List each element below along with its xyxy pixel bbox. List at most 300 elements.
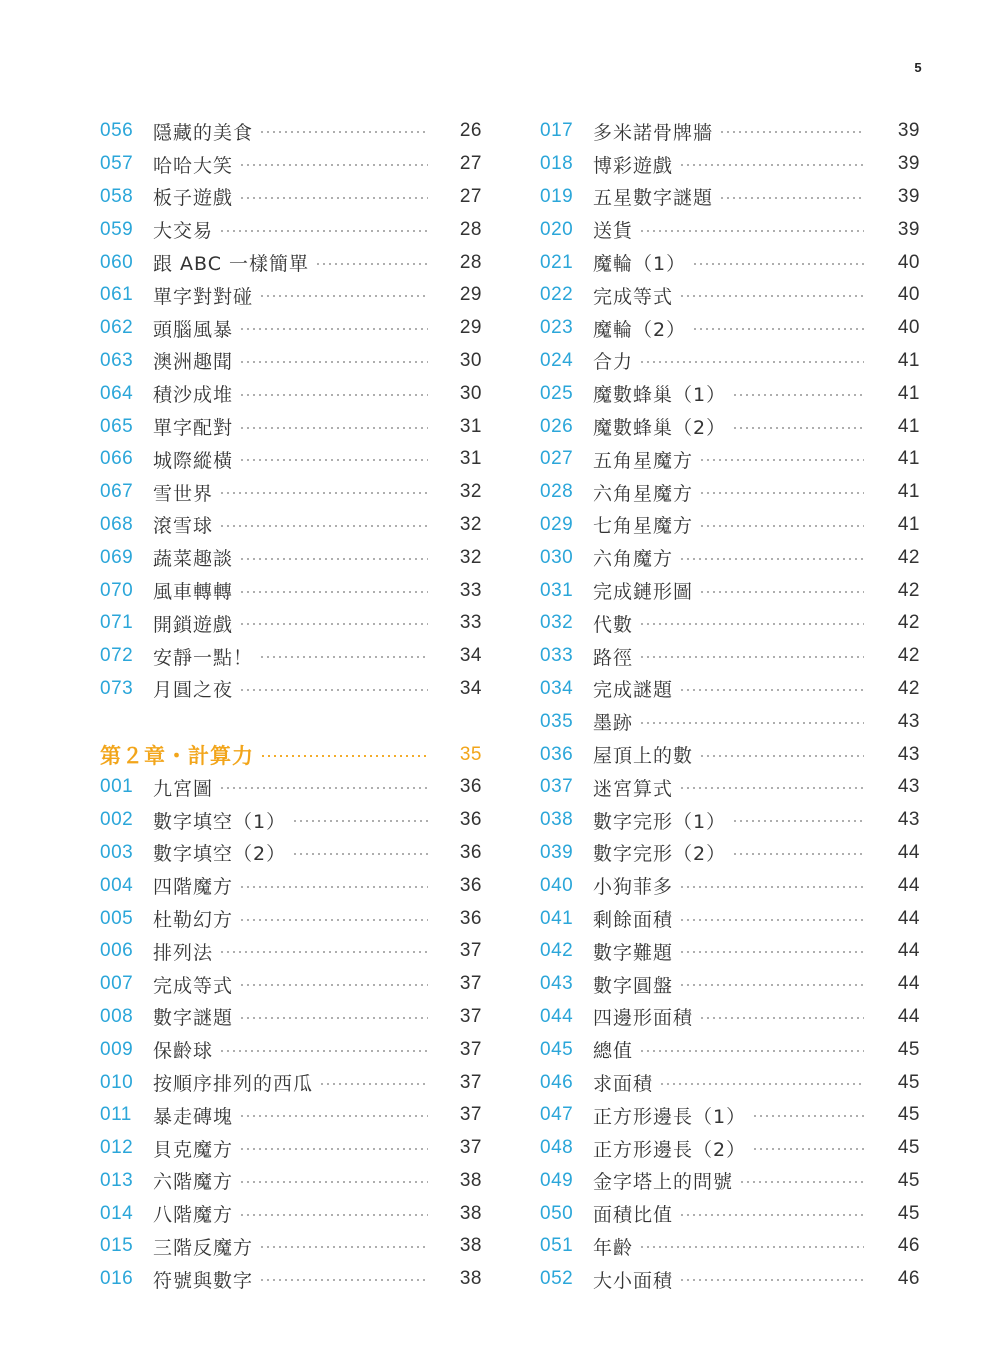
entry-title: 魔數蜂巢（2） [593,417,727,440]
leader-dots [239,1181,428,1183]
toc-left-column [100,115,482,1296]
leader-dots [259,131,428,133]
entry-title: 迷宮算式 [593,777,674,800]
toc-entry[interactable] [540,213,920,246]
entry-page-number: 42 [897,645,920,667]
entry-title: 大交易 [153,220,214,243]
entry-title: 四階魔方 [153,876,234,899]
entry-number: 016 [100,1268,134,1290]
entry-page-number: 45 [897,1169,920,1191]
toc-right-column [540,115,920,1296]
entry-number: 014 [100,1202,134,1224]
entry-title: 滾雪球 [153,515,214,538]
toc-entry[interactable] [100,1033,482,1066]
leader-dots [679,1279,864,1281]
entry-number: 064 [100,382,134,404]
entry-title: 完成謎題 [593,679,674,702]
entry-number: 035 [540,710,574,732]
leader-dots [679,984,864,986]
leader-dots [639,656,864,658]
leader-dots [752,1148,864,1150]
entry-title: 四邊形面積 [593,1007,694,1030]
entry-number: 004 [100,874,134,896]
toc-entry[interactable] [100,509,482,542]
toc-entry[interactable] [540,1001,920,1034]
entry-number: 027 [540,448,574,470]
entry-number: 002 [100,809,134,831]
leader-dots [315,263,428,265]
entry-title: 合力 [593,351,634,374]
entry-page-number: 38 [459,1169,482,1191]
entry-number: 067 [100,481,134,503]
chapter-heading[interactable] [100,738,482,771]
toc-entry[interactable] [540,968,920,1001]
entry-title: 五角星魔方 [593,449,694,472]
toc-entry[interactable] [540,771,920,804]
entry-page-number: 37 [459,1005,482,1027]
entry-title: 積沙成堆 [153,384,234,407]
entry-page-number: 41 [897,481,920,503]
chapter-page-number: 35 [459,743,482,765]
leader-dots [319,1083,428,1085]
toc-entry[interactable] [100,574,482,607]
entry-page-number: 39 [897,218,920,240]
entry-page-number: 37 [459,1104,482,1126]
leader-dots [239,1148,428,1150]
leader-dots [699,591,864,593]
entry-number: 011 [100,1104,132,1126]
entry-number: 038 [540,809,574,831]
leader-dots [639,230,864,232]
entry-page-number: 43 [897,710,920,732]
entry-page-number: 44 [897,1005,920,1027]
toc-entry[interactable] [100,148,482,181]
leader-dots [732,853,864,855]
leader-dots [739,1181,864,1183]
leader-dots [239,558,428,560]
toc-entry[interactable] [540,377,920,410]
entry-title: 排列法 [153,941,214,964]
toc-entry[interactable] [540,476,920,509]
toc-entry[interactable] [540,1197,920,1230]
entry-page-number: 33 [459,612,482,634]
entry-page-number: 38 [459,1268,482,1290]
toc-entry[interactable] [100,541,482,574]
entry-page-number: 36 [459,776,482,798]
toc-entry[interactable] [100,673,482,706]
leader-dots [239,623,428,625]
leader-dots [260,755,428,757]
toc-entry[interactable] [540,673,920,706]
toc-entry[interactable] [100,377,482,410]
entry-title: 板子遊戲 [153,187,234,210]
toc-entry[interactable] [100,1001,482,1034]
leader-dots [659,1083,864,1085]
entry-title: 金字塔上的問號 [593,1171,734,1194]
entry-title: 數字圓盤 [593,974,674,997]
entry-page-number: 29 [459,284,482,306]
toc-entry[interactable] [540,443,920,476]
entry-page-number: 41 [897,415,920,437]
leader-dots [732,427,864,429]
toc-entry[interactable] [540,869,920,902]
toc-entry[interactable] [100,115,482,148]
leader-dots [719,131,864,133]
leader-dots [239,591,428,593]
entry-number: 003 [100,841,134,863]
entry-page-number: 41 [897,448,920,470]
entry-title: 完成鏈形圖 [593,581,694,604]
entry-page-number: 28 [459,218,482,240]
toc-entry[interactable] [100,312,482,345]
entry-title: 澳洲趣聞 [153,351,234,374]
leader-dots [732,820,864,822]
leader-dots [639,722,864,724]
entry-number: 040 [540,874,574,896]
leader-dots [239,394,428,396]
entry-title: 五星數字謎題 [593,187,714,210]
toc-entry[interactable] [540,1033,920,1066]
entry-page-number: 45 [897,1137,920,1159]
entry-title: 哈哈大笑 [153,154,234,177]
entry-title: 墨跡 [593,712,634,735]
entry-page-number: 43 [897,809,920,831]
toc-entry[interactable] [540,312,920,345]
toc-entry[interactable] [100,902,482,935]
entry-page-number: 36 [459,809,482,831]
entry-title: 保齡球 [153,1040,214,1063]
entry-page-number: 40 [897,317,920,339]
entry-title: 杜勒幻方 [153,909,234,932]
toc-entry[interactable] [540,804,920,837]
entry-number: 056 [100,120,134,142]
entry-page-number: 42 [897,579,920,601]
toc-entry[interactable] [540,345,920,378]
entry-title: 城際縱橫 [153,449,234,472]
entry-page-number: 36 [459,907,482,929]
entry-number: 042 [540,940,574,962]
leader-dots [639,361,864,363]
entry-number: 065 [100,415,134,437]
entry-title: 正方形邊長（2） [593,1138,747,1161]
entry-title: 完成等式 [153,974,234,997]
entry-number: 007 [100,973,134,995]
entry-title: 數字填空（1） [153,810,287,833]
leader-dots [692,328,864,330]
entry-title: 數字難題 [593,941,674,964]
entry-number: 018 [540,153,574,175]
entry-number: 051 [540,1235,574,1257]
entry-page-number: 44 [897,973,920,995]
entry-title: 魔輪（2） [593,318,687,341]
toc-entry[interactable] [100,1099,482,1132]
entry-title: 風車轉轉 [153,581,234,604]
toc-entry[interactable] [540,509,920,542]
entry-title: 月圓之夜 [153,679,234,702]
entry-page-number: 27 [459,153,482,175]
toc-entry[interactable] [100,476,482,509]
leader-dots [292,820,428,822]
entry-title: 三階反魔方 [153,1236,254,1259]
entry-number: 036 [540,743,574,765]
entry-number: 034 [540,677,574,699]
toc-entry[interactable] [100,1263,482,1296]
entry-number: 062 [100,317,134,339]
entry-number: 048 [540,1137,574,1159]
entry-page-number: 37 [459,1071,482,1093]
entry-number: 057 [100,153,134,175]
leader-dots [699,492,864,494]
entry-number: 031 [540,579,574,601]
toc-entry[interactable] [540,115,920,148]
entry-title: 單字配對 [153,417,234,440]
entry-page-number: 30 [459,349,482,371]
toc-entry[interactable] [100,1132,482,1165]
leader-dots [679,951,864,953]
entry-number: 041 [540,907,574,929]
entry-number: 029 [540,513,574,535]
toc-entry[interactable] [100,1230,482,1263]
toc-entry[interactable] [100,869,482,902]
leader-dots [639,1246,864,1248]
entry-title: 面積比值 [593,1204,674,1227]
entry-page-number: 45 [897,1202,920,1224]
toc-entry[interactable] [540,705,920,738]
toc-entry[interactable] [540,410,920,443]
entry-title: 多米諾骨牌牆 [593,121,714,144]
entry-title: 蔬菜趣談 [153,548,234,571]
leader-dots [679,689,864,691]
toc-entry[interactable] [100,1197,482,1230]
entry-title: 送貨 [593,220,634,243]
entry-title: 求面積 [593,1073,654,1095]
toc-entry[interactable] [540,574,920,607]
entry-number: 045 [540,1038,574,1060]
entry-page-number: 32 [459,513,482,535]
toc-entry[interactable] [100,607,482,640]
toc-entry[interactable] [100,771,482,804]
entry-page-number: 39 [897,120,920,142]
entry-title: 剩餘面積 [593,909,674,932]
toc-entry[interactable] [540,1132,920,1165]
entry-title: 安靜一點！ [153,646,254,669]
leader-dots [259,1279,428,1281]
entry-number: 030 [540,546,574,568]
entry-page-number: 32 [459,481,482,503]
entry-number: 071 [100,612,134,634]
entry-number: 025 [540,382,574,404]
toc-entry[interactable] [540,279,920,312]
entry-page-number: 34 [459,645,482,667]
entry-number: 070 [100,579,134,601]
entry-page-number: 42 [897,546,920,568]
toc-entry[interactable] [100,968,482,1001]
entry-number: 072 [100,645,134,667]
entry-number: 033 [540,645,574,667]
entry-number: 026 [540,415,574,437]
entry-title: 隱藏的美食 [153,121,254,144]
toc-entry[interactable] [100,246,482,279]
entry-page-number: 30 [459,382,482,404]
toc-entry[interactable] [100,181,482,214]
entry-page-number: 28 [459,251,482,273]
entry-title: 六角魔方 [593,548,674,571]
leader-dots [219,951,428,953]
leader-dots [239,1017,428,1019]
entry-number: 046 [540,1071,574,1093]
entry-page-number: 44 [897,841,920,863]
toc-entry[interactable] [540,1230,920,1263]
entry-title: 數字填空（2） [153,843,287,866]
toc-entry[interactable] [100,804,482,837]
toc-entry[interactable] [540,1263,920,1296]
leader-dots [639,623,864,625]
leader-dots [259,1246,428,1248]
leader-dots [699,525,864,527]
entry-page-number: 42 [897,612,920,634]
toc-entry[interactable] [540,1099,920,1132]
leader-dots [699,755,864,757]
entry-number: 066 [100,448,134,470]
entry-page-number: 44 [897,874,920,896]
toc-entry[interactable] [100,640,482,673]
entry-title: 數字謎題 [153,1007,234,1030]
toc-entry[interactable] [540,640,920,673]
entry-number: 060 [100,251,134,273]
leader-dots [219,525,428,527]
toc-entry[interactable] [540,837,920,870]
entry-page-number: 41 [897,513,920,535]
toc-entry[interactable] [100,837,482,870]
entry-page-number: 37 [459,1137,482,1159]
toc-entry[interactable] [540,1066,920,1099]
toc-entry[interactable] [540,246,920,279]
entry-title: 數字完形（1） [593,810,727,833]
entry-title: 代數 [593,613,634,636]
entry-number: 063 [100,349,134,371]
entry-title: 八階魔方 [153,1204,234,1227]
entry-title: 完成等式 [593,285,674,308]
toc-entry[interactable] [100,935,482,968]
entry-title: 符號與數字 [153,1269,254,1292]
entry-number: 037 [540,776,574,798]
toc-entry[interactable] [100,213,482,246]
entry-page-number: 29 [459,317,482,339]
entry-page-number: 38 [459,1235,482,1257]
entry-number: 068 [100,513,134,535]
entry-title: 博彩遊戲 [593,154,674,177]
leader-dots [679,919,864,921]
entry-number: 049 [540,1169,574,1191]
toc-entry[interactable] [540,148,920,181]
toc-entry[interactable] [100,1165,482,1198]
entry-page-number: 39 [897,185,920,207]
leader-dots [679,1214,864,1216]
entry-title: 單字對對碰 [153,285,254,308]
entry-number: 043 [540,973,574,995]
toc-entry[interactable] [100,279,482,312]
leader-dots [239,164,428,166]
entry-number: 020 [540,218,574,240]
entry-page-number: 45 [897,1071,920,1093]
leader-dots [679,787,864,789]
chapter-title: 第２章・計算力 [100,743,254,768]
leader-dots [219,492,428,494]
leader-dots [719,197,864,199]
toc-entry[interactable] [100,410,482,443]
toc-entry[interactable] [540,607,920,640]
entry-page-number: 45 [897,1038,920,1060]
leader-dots [679,295,864,297]
toc-entry[interactable] [540,541,920,574]
entry-page-number: 37 [459,1038,482,1060]
leader-dots [692,263,864,265]
leader-dots [219,1050,428,1052]
entry-title: 跟 ABC 一樣簡單 [153,253,310,276]
entry-number: 010 [100,1071,134,1093]
leader-dots [239,984,428,986]
entry-number: 024 [540,349,574,371]
entry-title: 路徑 [593,646,634,669]
entry-title: 暴走磚塊 [153,1105,234,1128]
entry-number: 058 [100,185,134,207]
entry-page-number: 43 [897,743,920,765]
entry-number: 017 [540,120,574,142]
entry-title: 正方形邊長（1） [593,1105,747,1128]
toc-entry[interactable] [540,1165,920,1198]
entry-number: 019 [540,185,574,207]
entry-number: 008 [100,1005,134,1027]
leader-dots [239,919,428,921]
leader-dots [239,1115,428,1117]
entry-page-number: 36 [459,874,482,896]
entry-title: 數字完形（2） [593,843,727,866]
entry-number: 021 [540,251,574,273]
entry-page-number: 26 [459,120,482,142]
entry-page-number: 33 [459,579,482,601]
entry-title: 魔輪（1） [593,253,687,276]
toc-entry[interactable] [100,443,482,476]
toc-left-bottom-group [100,771,482,1296]
toc-entry[interactable] [540,181,920,214]
toc-entry[interactable] [540,902,920,935]
entry-title: 開鎖遊戲 [153,613,234,636]
leader-dots [239,361,428,363]
entry-number: 015 [100,1235,134,1257]
leader-dots [639,1050,864,1052]
entry-page-number: 27 [459,185,482,207]
entry-number: 039 [540,841,574,863]
entry-number: 023 [540,317,574,339]
entry-page-number: 31 [459,415,482,437]
toc-entry[interactable] [540,935,920,968]
leader-dots [732,394,864,396]
leader-dots [752,1115,864,1117]
toc-left-top-group [100,115,482,705]
toc-entry[interactable] [100,345,482,378]
leader-dots [679,164,864,166]
entry-number: 032 [540,612,574,634]
entry-page-number: 46 [897,1268,920,1290]
leader-dots [679,558,864,560]
entry-number: 006 [100,940,134,962]
leader-dots [239,1214,428,1216]
entry-page-number: 45 [897,1104,920,1126]
toc-entry[interactable] [540,738,920,771]
leader-dots [219,787,428,789]
entry-title: 雪世界 [153,482,214,505]
toc-entry[interactable] [100,1066,482,1099]
